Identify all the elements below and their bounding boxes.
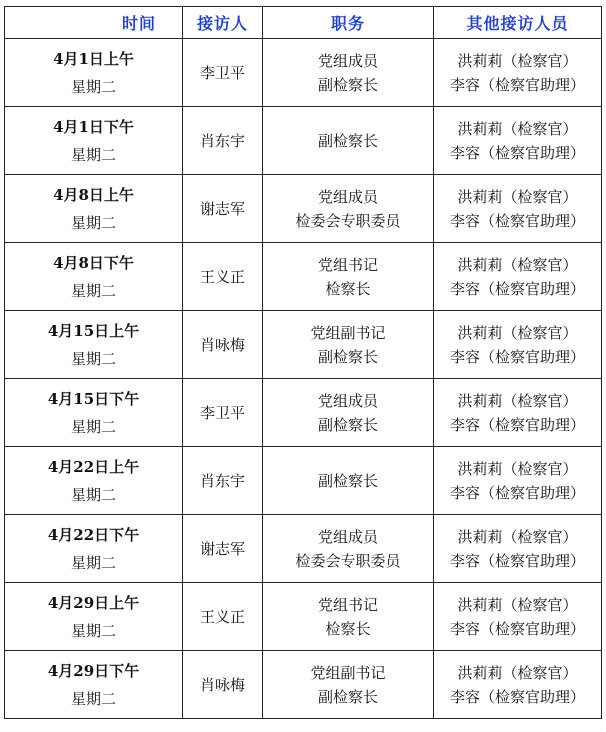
table-row <box>5 39 602 107</box>
title-line: 副检察长 <box>317 415 378 434</box>
table-row <box>5 311 602 379</box>
host-name: 谢志军 <box>199 539 245 558</box>
time-cell <box>5 515 183 583</box>
weekday-text: 星期二 <box>70 621 116 640</box>
other-staff-1: 洪莉莉（检察官） <box>457 187 578 206</box>
date-text: 4月8日下午 <box>53 253 134 272</box>
time-cell <box>5 583 183 651</box>
other-staff-1: 洪莉莉（检察官） <box>457 459 578 478</box>
title-line: 党组副书记 <box>310 663 386 682</box>
time-cell <box>5 243 183 311</box>
host-name: 肖东宇 <box>199 131 245 150</box>
date-text: 4月1日下午 <box>53 117 134 136</box>
date-text: 4月29日上午 <box>47 593 140 612</box>
title-cell <box>263 651 434 719</box>
other-staff-1: 洪莉莉（检察官） <box>457 51 578 70</box>
host-name: 肖咏梅 <box>199 675 245 694</box>
time-cell <box>5 379 183 447</box>
weekday-text: 星期二 <box>70 281 116 300</box>
title-cell <box>263 379 434 447</box>
time-cell <box>5 447 183 515</box>
host-name: 李卫平 <box>199 403 245 422</box>
time-cell <box>5 311 183 379</box>
table-row <box>5 175 602 243</box>
host-cell <box>183 311 263 379</box>
table-body <box>5 39 602 719</box>
table-row <box>5 379 602 447</box>
header-title: 职务 <box>263 7 434 39</box>
title-cell <box>263 243 434 311</box>
reception-schedule-table <box>4 6 602 719</box>
table-row <box>5 583 602 651</box>
title-cell <box>263 583 434 651</box>
date-text: 4月22日下午 <box>47 525 140 544</box>
title-line: 党组成员 <box>317 187 378 206</box>
date-text: 4月29日下午 <box>47 661 140 680</box>
host-name: 谢志军 <box>199 199 245 218</box>
date-text: 4月15日下午 <box>47 389 140 408</box>
header-host: 接访人 <box>183 7 263 39</box>
table-header <box>5 7 602 39</box>
title-line: 副检察长 <box>317 347 378 366</box>
host-cell <box>183 39 263 107</box>
title-line: 检委会专职委员 <box>295 551 401 570</box>
other-staff-2: 李容（检察官助理） <box>449 551 585 570</box>
title-cell <box>263 515 434 583</box>
other-staff-2: 李容（检察官助理） <box>449 619 585 638</box>
host-cell <box>183 447 263 515</box>
other-staff-1: 洪莉莉（检察官） <box>457 663 578 682</box>
other-staff-2: 李容（检察官助理） <box>449 75 585 94</box>
host-name: 李卫平 <box>199 63 245 82</box>
date-text: 4月22日上午 <box>47 457 140 476</box>
weekday-text: 星期二 <box>70 349 116 368</box>
other-staff-1: 洪莉莉（检察官） <box>457 119 578 138</box>
header-time: 时间 <box>5 7 183 39</box>
table-row <box>5 447 602 515</box>
date-text: 4月8日上午 <box>53 185 134 204</box>
other-staff-2: 李容（检察官助理） <box>449 687 585 706</box>
time-cell <box>5 107 183 175</box>
host-cell <box>183 107 263 175</box>
title-line: 党组成员 <box>317 391 378 410</box>
host-cell <box>183 583 263 651</box>
others-cell <box>434 107 602 175</box>
host-cell <box>183 175 263 243</box>
other-staff-2: 李容（检察官助理） <box>449 347 585 366</box>
header-row <box>5 7 602 39</box>
other-staff-2: 李容（检察官助理） <box>449 279 585 298</box>
weekday-text: 星期二 <box>70 689 116 708</box>
table-row <box>5 107 602 175</box>
title-line: 副检察长 <box>317 687 378 706</box>
title-cell <box>263 39 434 107</box>
others-cell <box>434 583 602 651</box>
other-staff-1: 洪莉莉（检察官） <box>457 527 578 546</box>
title-line: 党组书记 <box>317 255 378 274</box>
others-cell <box>434 243 602 311</box>
date-text: 4月1日上午 <box>53 49 134 68</box>
host-name: 王义正 <box>199 607 245 626</box>
time-cell <box>5 651 183 719</box>
host-cell <box>183 515 263 583</box>
title-line: 副检察长 <box>317 75 378 94</box>
time-cell <box>5 175 183 243</box>
host-cell <box>183 379 263 447</box>
host-name: 王义正 <box>199 267 245 286</box>
other-staff-2: 李容（检察官助理） <box>449 211 585 230</box>
weekday-text: 星期二 <box>70 77 116 96</box>
other-staff-2: 李容（检察官助理） <box>449 143 585 162</box>
other-staff-1: 洪莉莉（检察官） <box>457 595 578 614</box>
date-text: 4月15日上午 <box>47 321 140 340</box>
others-cell <box>434 175 602 243</box>
other-staff-1: 洪莉莉（检察官） <box>457 255 578 274</box>
weekday-text: 星期二 <box>70 145 116 164</box>
title-line: 副检察长 <box>317 131 378 150</box>
host-cell <box>183 243 263 311</box>
host-cell <box>183 651 263 719</box>
other-staff-1: 洪莉莉（检察官） <box>457 323 578 342</box>
weekday-text: 星期二 <box>70 417 116 436</box>
title-line: 党组副书记 <box>310 323 386 342</box>
others-cell <box>434 651 602 719</box>
title-line: 副检察长 <box>317 471 378 490</box>
title-line: 党组书记 <box>317 595 378 614</box>
table-row <box>5 243 602 311</box>
table-row <box>5 651 602 719</box>
title-cell <box>263 175 434 243</box>
header-others: 其他接访人员 <box>434 7 602 39</box>
title-line: 检委会专职委员 <box>295 211 401 230</box>
weekday-text: 星期二 <box>70 485 116 504</box>
title-cell <box>263 107 434 175</box>
others-cell <box>434 379 602 447</box>
title-cell <box>263 311 434 379</box>
other-staff-2: 李容（检察官助理） <box>449 415 585 434</box>
others-cell <box>434 311 602 379</box>
host-name: 肖咏梅 <box>199 335 245 354</box>
title-line: 检察长 <box>325 619 371 638</box>
others-cell <box>434 447 602 515</box>
others-cell <box>434 39 602 107</box>
title-line: 检察长 <box>325 279 371 298</box>
title-line: 党组成员 <box>317 527 378 546</box>
other-staff-2: 李容（检察官助理） <box>449 483 585 502</box>
table-row <box>5 515 602 583</box>
weekday-text: 星期二 <box>70 553 116 572</box>
time-cell <box>5 39 183 107</box>
other-staff-1: 洪莉莉（检察官） <box>457 391 578 410</box>
weekday-text: 星期二 <box>70 213 116 232</box>
others-cell <box>434 515 602 583</box>
host-name: 肖东宇 <box>199 471 245 490</box>
title-cell <box>263 447 434 515</box>
title-line: 党组成员 <box>317 51 378 70</box>
